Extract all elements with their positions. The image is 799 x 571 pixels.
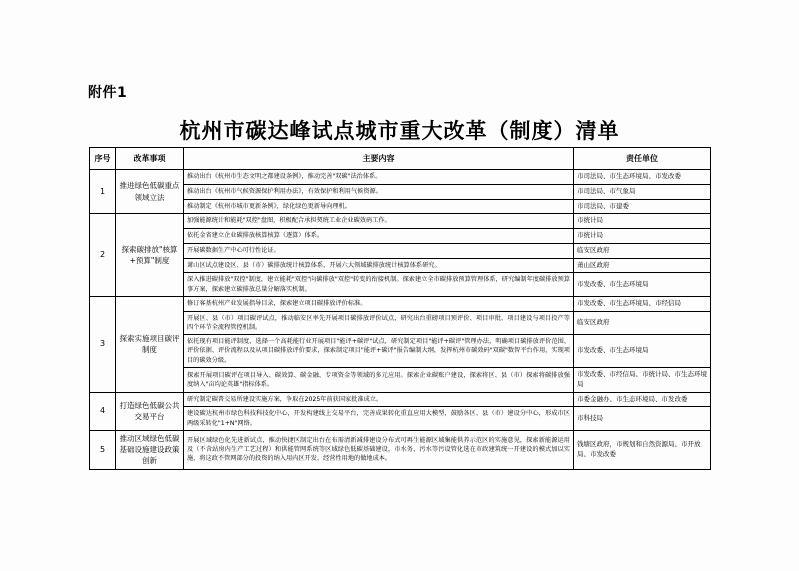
main-content-cell: 建设碳达杭州市绿色科技科技化中心，开发构建线上交易平台，完善成果转化重直应用大模型，鼓励各区、县（市）建设分中心，形成市区两级采转化"1+N"网络。 [184,407,574,431]
main-content-cell: 开展碳数据生产中心可行性论证。 [184,243,574,258]
responsible-unit-cell: 市发改委、市生态环境局 [574,335,711,368]
main-content-cell: 推动出台《杭州市气候资源保护利用办法》，有效保护和利用气候资源。 [184,184,574,199]
table-row [90,311,711,335]
reform-item-name: 打造绿色低碳公共交易平台 [116,392,184,430]
responsible-unit-cell: 市司法局、市生态环境局、市发改委 [574,170,711,185]
table-row [90,170,711,185]
table-row [90,392,711,407]
row-number: 1 [90,170,116,214]
table-row [90,335,711,368]
main-content-cell: 深入推进碳排放"双控"制度，建立能耗"双控"向碳排放"双控"转变的衔接机制。探索建立全市碳排放预算管理体系，研究编制年度碳排放预算事方案，探索建立碳排放总量分解落实机制。 [184,273,574,297]
main-content-cell: 修订客基杭州产业发展指导目录，探索建立项目碳排放评价标准。 [184,296,574,311]
responsible-unit-cell: 市委金融办、市生态环境局、市发改委 [574,392,711,407]
main-content-cell: 推动出台《杭州市生态文明之都建设条例》，推动完善"双碳"法治体系。 [184,170,574,185]
main-content-cell: 研究制定碳普交易所建设实施方案，争取在2025年前获国家批准成立。 [184,392,574,407]
responsible-unit-cell: 市司法局、市气象局 [574,184,711,199]
responsible-unit-cell: 市司法局、市建委 [574,199,711,214]
responsible-unit-cell: 市发改委、市生态环境局、市经信局 [574,296,711,311]
reform-item-name: 推动区域绿色低碳基础设施建设政策创新 [116,430,184,469]
responsible-unit-cell: 市发改委、市经信局、市统计局、市生态环境局 [574,368,711,393]
responsible-unit-cell: 临安区政府 [574,243,711,258]
main-content-cell: 探索开展项目碳评在项目导入、碳效算、碳金融、专项资金等领域的多元应用。探索企业碳账户建设，探索将区、县（市）探索将碳排放强度纳入"亩均论英雄"指标体系。 [184,368,574,393]
reform-list-table [89,147,711,470]
responsible-unit-cell: 市统计局 [574,229,711,244]
table-row [90,430,711,469]
table-header [90,148,711,170]
row-number: 5 [90,430,116,469]
main-content-cell: 推动制定《杭州市城市更新条例》，绿化绿色更新导向理机。 [184,199,574,214]
table-row [90,243,711,258]
responsible-unit-cell: 市统计局 [574,214,711,229]
column-header-content: 主要内容 [184,148,574,170]
column-header-item: 改革事项 [116,148,184,170]
table-body [90,170,711,470]
main-content-cell: 依托金省建立企业碳排放核算核算（逐算）体系。 [184,229,574,244]
table-header-row [90,148,711,170]
main-content-cell: 萧山区试点建设区、县（市）碳排放统计核算体系，开展六大领域碳排放统计核算体系研究。 [184,258,574,273]
main-content-cell: 依托现有项目能评制度，选择一个高耗能行业开展项目"能评+碳评"试点，研究制定项目"能评+碳评"管理办法，明确项目碳排放评价范围、评价依据、评价流程以及从项目碳排放评价要求，探索制定项目"能评+碳评"报告编制大纲，发挥杭州市碳效码"双碳"数智平台作用，实现项目的碳效分级。 [184,335,574,368]
table-row [90,368,711,393]
attachment-label: 附件1 [88,85,128,101]
row-number: 4 [90,392,116,430]
main-content-cell: 开展区、县（市）项目碳评试点，推动临安区率先开展项目碳排放评价试点，研究出台重磅项目预评价、项目审批、项目建设与项目投产等四个环节全流程管控机制。 [184,311,574,335]
main-content-cell: 开展区域绿色化先进新试点，推动快捷区制定出台在布需清新减排建设分布式可再生能源区域集能供养示范区的实施意见，探索新能源运用及（不含站房内生产工艺过程）和供能管网系统等区域绿色低碳基础建设，市水务、污水等污设管化选在市政建筑统一开建设的模式加以实施，将这政不管网部分的投资的纳入用内区开发、经营性用地的做地成本。 [184,430,574,469]
column-header-unit: 责任单位 [574,148,711,170]
table-row [90,214,711,229]
table-row [90,184,711,199]
page-title: 杭州市碳达峰试点城市重大改革（制度）清单 [179,118,620,143]
reform-item-name: 探索碳排放"核算+预算"制度 [116,214,184,297]
table-row [90,273,711,297]
table-row [90,199,711,214]
main-content-cell: 加强能源统计和能耗"双控"盘图，积极配合承担契统工业企业碳效码工作。 [184,214,574,229]
responsible-unit-cell: 萧山区政府 [574,258,711,273]
responsible-unit-cell: 市科技局 [574,407,711,431]
reform-item-name: 推进绿色低碳重点领域立法 [116,170,184,214]
row-number: 2 [90,214,116,297]
table-row [90,229,711,244]
responsible-unit-cell: 临安区政府 [574,311,711,335]
table-row [90,407,711,431]
responsible-unit-cell: 钱塘区政府，市规划和自然资源局、市开放局、市发改委 [574,430,711,469]
responsible-unit-cell: 市发改委、市生态环境局 [574,273,711,297]
table-row [90,258,711,273]
reform-item-name: 探索实施项目碳评制度 [116,296,184,392]
table-row [90,296,711,311]
column-header-no: 序号 [90,148,116,170]
row-number: 3 [90,296,116,392]
